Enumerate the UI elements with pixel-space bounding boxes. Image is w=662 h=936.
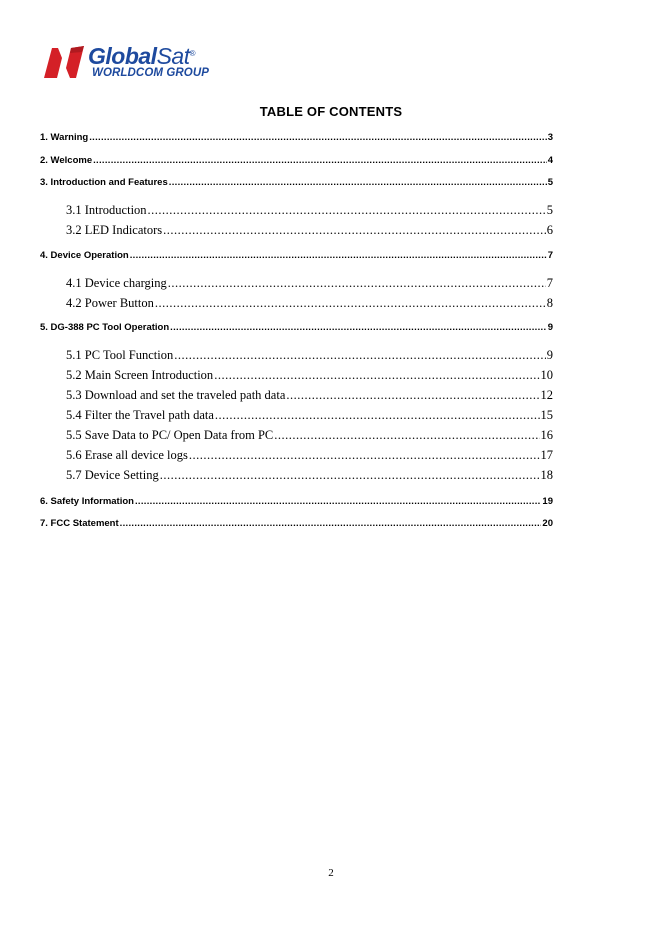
toc-entry-device-charging[interactable]: 4.1 Device charging ..... 7 xyxy=(66,276,553,291)
toc-entry-welcome[interactable]: 2. Welcome ..... 4 xyxy=(40,155,553,166)
toc-entry-safety-information[interactable]: 6. Safety Information ..... 19 xyxy=(40,496,553,507)
toc-entry-pc-tool-function[interactable]: 5.1 PC Tool Function ..... 9 xyxy=(66,348,553,363)
toc-entry-device-operation[interactable]: 4. Device Operation ..... 7 xyxy=(40,250,553,261)
toc-entry-warning[interactable]: 1. Warning ..... 3 xyxy=(40,132,553,143)
toc-entry-introduction[interactable]: 3.1 Introduction ..... 5 xyxy=(66,203,553,218)
logo-subtitle: WORLDCOM GROUP xyxy=(92,67,210,79)
toc-entry-power-button[interactable]: 4.2 Power Button ..... 8 xyxy=(66,296,553,311)
toc-entry-fcc-statement[interactable]: 7. FCC Statement ..... 20 xyxy=(40,518,553,529)
globalsat-logo-icon xyxy=(40,44,88,80)
toc-entry-introduction-features[interactable]: 3. Introduction and Features ..... 5 xyxy=(40,177,553,188)
toc-entry-device-setting[interactable]: 5.7 Device Setting ..... 18 xyxy=(66,468,553,483)
toc-entry-erase-logs[interactable]: 5.6 Erase all device logs ..... 17 xyxy=(66,448,553,463)
page-number: 2 xyxy=(328,867,334,879)
toc-entry-led-indicators[interactable]: 3.2 LED Indicators ..... 6 xyxy=(66,223,553,238)
toc-entry-download-path[interactable]: 5.3 Download and set the traveled path data ..... 12 xyxy=(66,388,553,403)
toc-entry-main-screen[interactable]: 5.2 Main Screen Introduction ..... 10 xyxy=(66,368,553,383)
toc-entry-filter-path[interactable]: 5.4 Filter the Travel path data ..... 15 xyxy=(66,408,553,423)
logo-wordmark: GlobalSat® xyxy=(88,43,195,69)
toc-entry-pc-tool-operation[interactable]: 5. DG-388 PC Tool Operation ..... 9 xyxy=(40,322,553,333)
toc-title: TABLE OF CONTENTS xyxy=(259,104,403,119)
globalsat-logo xyxy=(40,44,230,84)
toc-entry-save-open-data[interactable]: 5.5 Save Data to PC/ Open Data from PC ..... 16 xyxy=(66,428,553,443)
